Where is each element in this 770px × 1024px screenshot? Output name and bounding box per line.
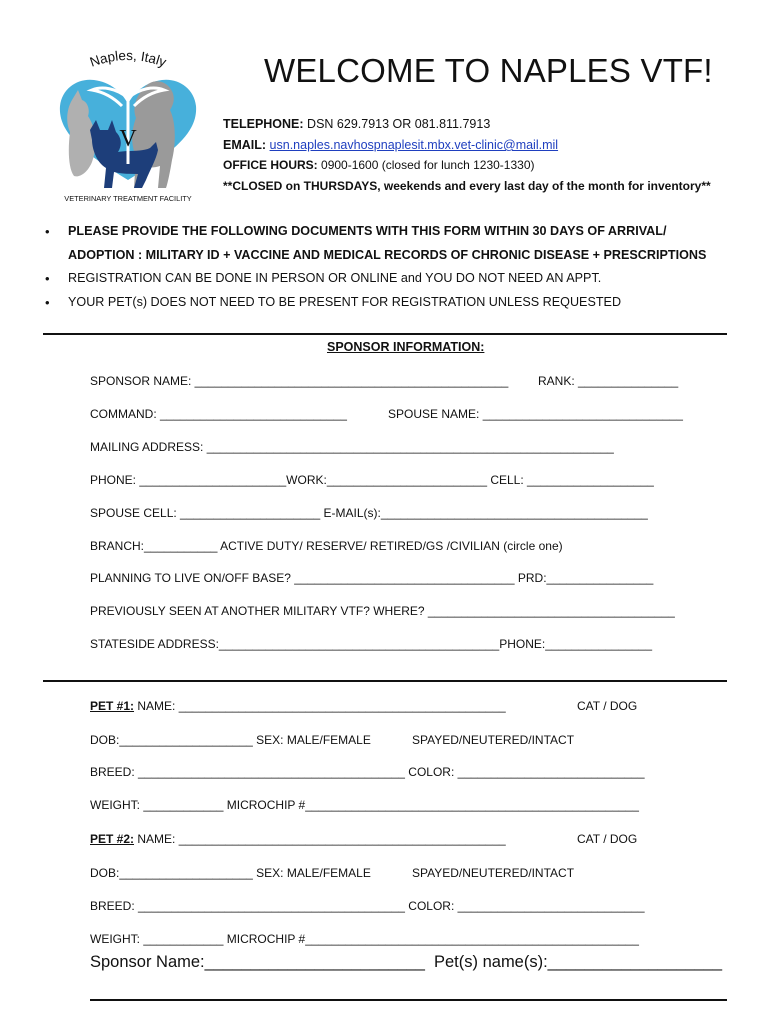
logo-bottom-text: VETERINARY TREATMENT FACILITY <box>64 194 192 203</box>
divider <box>43 333 727 335</box>
pet2-label: PET #2: <box>90 832 135 846</box>
divider <box>90 999 727 1001</box>
vtf-logo <box>52 48 204 206</box>
email-label: EMAIL: <box>223 138 267 152</box>
pet2-dob-sex-field[interactable]: DOB:____________________ SEX: MALE/FEMALE <box>90 866 371 880</box>
logo-top-text: Naples, Italy <box>87 48 169 70</box>
branch-field[interactable]: BRANCH:___________ ACTIVE DUTY/ RESERVE/ RETIRED/GS /CIVILIAN (circle one) <box>90 539 563 553</box>
email-line <box>223 138 558 152</box>
sponsor-name-field[interactable]: SPONSOR NAME: _______________________________________________ <box>90 374 509 388</box>
spouse-name-field[interactable]: SPOUSE NAME: ______________________________ <box>388 407 683 421</box>
pet1-name-field[interactable]: PET #1: NAME: _________________________________________________ <box>90 699 506 713</box>
bullet-icon: • <box>45 271 50 286</box>
pet2-name-field[interactable]: PET #2: NAME: _________________________________________________ <box>90 832 506 846</box>
bullet-icon: • <box>45 294 50 310</box>
previous-vtf-field[interactable]: PREVIOUSLY SEEN AT ANOTHER MILITARY VTF? WHERE? _____________________________________ <box>90 604 675 618</box>
pet-names-field[interactable]: Pet(s) name(s):___________________ <box>434 953 723 971</box>
stateside-address-field[interactable]: STATESIDE ADDRESS:__________________________________________PHONE:________________ <box>90 637 653 651</box>
mailing-address-field[interactable]: MAILING ADDRESS: _____________________________________________________________ <box>90 440 614 454</box>
pet2-weight-microchip-field[interactable]: WEIGHT: ____________ MICROCHIP #__________________________________________________ <box>90 932 639 946</box>
pet1-species-field[interactable]: CAT / DOG <box>577 699 638 713</box>
logo-caduceus-letter: V <box>119 126 137 152</box>
rank-field[interactable]: RANK: _______________ <box>538 374 679 388</box>
hours-value: 0900-1600 (closed for lunch 1230-1330) <box>321 158 535 172</box>
hours-line <box>223 158 535 172</box>
pet1-status-field[interactable]: SPAYED/NEUTERED/INTACT <box>412 733 575 747</box>
sponsor-name-signature-field[interactable]: Sponsor Name:________________________ <box>90 953 425 971</box>
spouse-cell-email-field[interactable]: SPOUSE CELL: _____________________ E-MAIL(s):________________________________________ <box>90 506 648 520</box>
page-title: WELCOME TO NAPLES VTF! <box>264 52 713 89</box>
phone-work-cell-field[interactable]: PHONE: ______________________WORK:________________________ CELL: ___________________ <box>90 473 654 487</box>
list-item-continuation: ADOPTION : MILITARY ID + VACCINE AND MEDICAL RECORDS OF CHRONIC DISEASE + PRESCRIPTIONS <box>68 247 707 262</box>
telephone-value: DSN 629.7913 OR 081.811.7913 <box>307 117 491 131</box>
base-prd-field[interactable]: PLANNING TO LIVE ON/OFF BASE? _________________________________ PRD:________________ <box>90 571 654 585</box>
telephone-label: TELEPHONE: <box>223 117 304 131</box>
telephone-line <box>223 117 490 131</box>
closed-notice: **CLOSED on THURSDAYS, weekends and every last day of the month for inventory** <box>223 179 711 193</box>
command-field[interactable]: COMMAND: ____________________________ <box>90 407 347 421</box>
instructions-list <box>44 220 744 314</box>
pet2-breed-color-field[interactable]: BREED: ________________________________________ COLOR: ____________________________ <box>90 899 645 913</box>
sponsor-section-title: SPONSOR INFORMATION: <box>327 340 485 354</box>
pet1-dob-sex-field[interactable]: DOB:____________________ SEX: MALE/FEMALE <box>90 733 371 747</box>
pet1-weight-microchip-field[interactable]: WEIGHT: ____________ MICROCHIP #__________________________________________________ <box>90 798 639 812</box>
divider <box>43 680 727 682</box>
pet2-species-field[interactable]: CAT / DOG <box>577 832 638 846</box>
list-item: • YOUR PET(s) DOES NOT NEED TO BE PRESENT FOR REGISTRATION UNLESS REQUESTED <box>44 291 744 315</box>
email-link[interactable]: usn.naples.navhospnaplesit.mbx.vet-clinic@mail.mil <box>269 138 559 152</box>
hours-label: OFFICE HOURS: <box>223 158 318 172</box>
pet2-status-field[interactable]: SPAYED/NEUTERED/INTACT <box>412 866 575 880</box>
list-item: • PLEASE PROVIDE THE FOLLOWING DOCUMENTS WITH THIS FORM WITHIN 30 DAYS OF ARRIVAL/ <box>44 220 744 244</box>
bullet-icon: • <box>45 224 50 239</box>
pet1-label: PET #1: <box>90 699 135 713</box>
pet1-breed-color-field[interactable]: BREED: ________________________________________ COLOR: ____________________________ <box>90 765 645 779</box>
list-item: • REGISTRATION CAN BE DONE IN PERSON OR ONLINE and YOU DO NOT NEED AN APPT. <box>44 267 744 291</box>
